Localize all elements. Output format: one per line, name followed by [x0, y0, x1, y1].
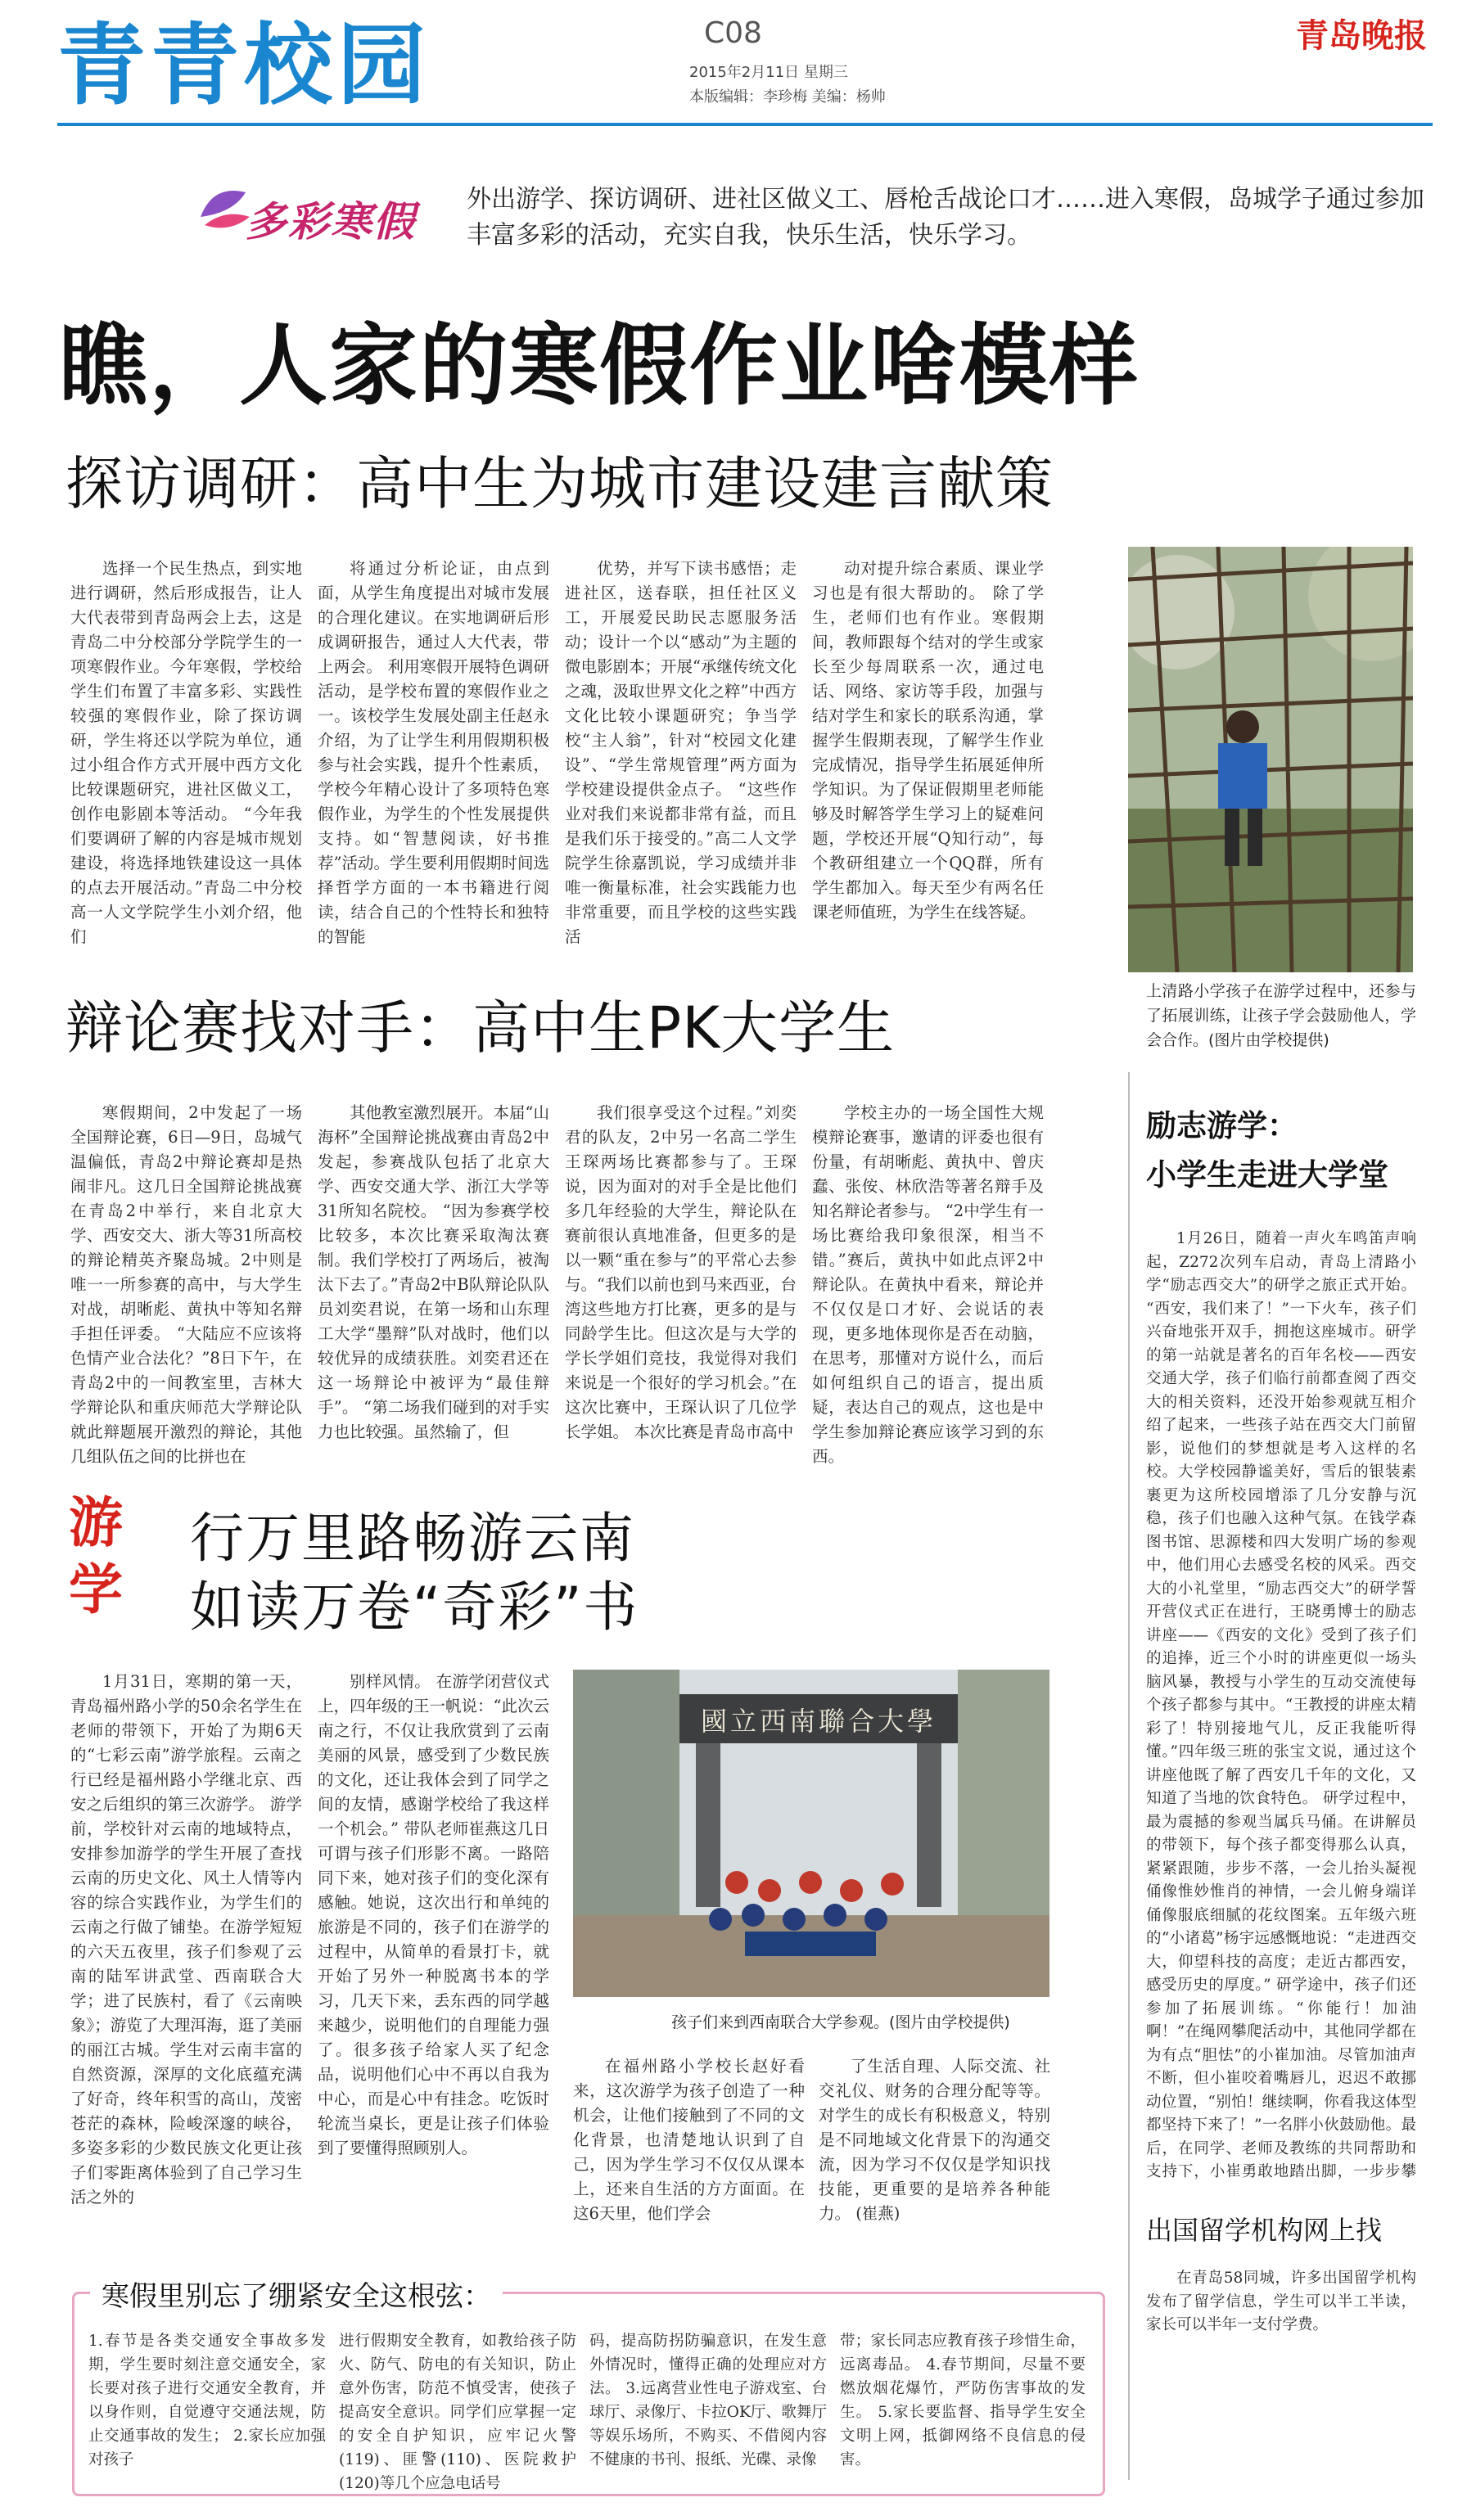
article3-text-2: 别样风情。 在游学闭营仪式上，四年级的王一帆说：“此次云南之行，不仅让我欣赏到了云南美丽的风景，感受到了少数民族的文化，还让我体会到了同学之间的友情，感谢学校给了我这样一个机会。” 带队老师崔燕这几日可谓与孩子们形影不离。一路陪同下来，她对孩子们的变化深有感触。她说，这次出行和单纯的旅游是不同的，孩子们在游学的过程中，从简单的看景打卡，就开始了另外一种脱离书本的学习，几天下来，丢东西的同学越来越少，说明他们的自理能力强了。很多孩子给家人买了纪念品，说明他们心中不再以自我为中心，而是心中有挂念。吃饭时轮流当桌长，更是让孩子们体验到了要懂得照顾别人。: [318, 1672, 549, 2157]
photo-southwest-caption: 孩子们来到西南联合大学参观。(图片由学校提供): [671, 2013, 1010, 2031]
safety-column-2: 进行假期安全教育，如教给孩子防火、防气、防电的有关知识，防止意外伤害，防范不慎受害，使孩子提高安全意识。同学们应掌握一定的安全自护知识，应牢记火警(119)、匪警(110)、医院救护(120)等几个应急电话号: [339, 2333, 576, 2492]
intro-text: 外出游学、探访调研、进社区做义工、唇枪舌战论口才……进入寒假，岛城学子通过参加丰富多彩的活动，充实自我，快乐生活，快乐学习。: [467, 185, 1424, 250]
date-line: 2015年2月11日 星期三: [689, 64, 848, 81]
article2-column-4: [812, 1101, 1044, 1469]
article1-column-4: [812, 557, 1044, 1048]
header-rule: [57, 123, 1433, 126]
sidebar-body-2: [1146, 2267, 1416, 2357]
article2-column-2: [318, 1101, 549, 1469]
article1-column-1: [70, 557, 302, 1048]
sidebar-text-2: 在青岛58同城，许多出国留学机构发布了留学信息，学生可以半工半读，家长可以半年一支付学费。: [1146, 2270, 1416, 2333]
safety-column-3: 码，提高防拐防骗意识，在发生意外情况时，懂得正确的处理应对方法。 3.远离营业性电子游戏室、台球厅、录像厅、卡拉OK厅、歌舞厅等娱乐场所，不购买、不借阅内容不健康的书刊、报纸、光碟、录像: [589, 2333, 827, 2468]
article3-text-1: 1月31日，寒期的第一天，青岛福州路小学的50余名学生在老师的带领下，开始了为期6天的“七彩云南”游学旅程。云南之行已经是福州路小学继北京、西安之后组织的第三次游学。 游学前，学校针对云南的地域特点，安排参加游学的学生开展了查找云南的历史文化、风土人情等内容的综合实践作业，为学生们的云南之行做了铺垫。在游学短短的六天五夜里，孩子们参观了云南的陆军讲武堂、西南联合大学；进了民族村，看了《云南映象》；游览了大理洱海，逛了美丽的丽江古城。学生对云南丰富的自然资源，深厚的文化底蕴充满了好奇，终年积雪的高山，茂密苍茫的森林，险峻深邃的峡谷，多姿多彩的少数民族文化更让孩子们零距离体验到了自己学习生活之外的: [70, 1672, 302, 2207]
travel-tag: 游学: [69, 1491, 123, 1621]
sidebar-body: [1146, 1228, 1416, 2185]
section-banner: [196, 176, 442, 250]
article1-column-2: [318, 557, 549, 1048]
article1-text-4: 动对提升综合素质、课业学习也是有很大帮助的。 除了学生，老师们也有作业。寒假期间，教师跟每个结对的学生或家长至少每周联系一次，通过电话、网络、家访等手段，加强与结对学生和家长的联系沟通，掌握学生假期表现，了解学生作业完成情况，指导学生拓展延伸所学知识。为了保证假期里老师能够及时解答学生学习上的疑难问题，学校还开展“Q知行动”，每个教研组建立一个QQ群，所有学生都加入。每天至少有两名任课老师值班，为学生在线答疑。: [812, 559, 1044, 922]
sidebar-text: 1月26日，随着一声火车鸣笛声响起，Z272次列车启动，青岛上清路小学“励志西交大”的研学之旅正式开始。 “西安，我们来了！”一下火车，孩子们兴奋地张开双手，拥抱这座城市。研学的第一站就是著名的百年名校——西安交通大学，孩子们临行前都查阅了西交大的相关资料，还没开始参观就互相介绍了起来，一些孩子站在西交大门前留影，说他们的梦想就是考入这样的名校。大学校园静谧美好，雪后的银装素裹更为这所校园增添了几分安静与沉稳，孩子们也融入这种气氛。在钱学森图书馆、思源楼和四大发明广场的参观中，他们用心去感受名校的风采。西交大的小礼堂里，“励志西交大”的研学誓开营仪式正在进行，王晓勇博士的励志讲座——《西安的文化》受到了孩子们的追捧，近三个小时的讲座更似一场头脑风暴，教授与小学生的互动交流使每个孩子都参与其中。“王教授的讲座太精彩了！特别接地气儿，反正我能听得懂。”四年级三班的张宝文说，通过这个讲座他既了解了西安几千年的文化，又知道了当地的饮食特色。 研学过程中，最为震撼的参观当属兵马俑。在讲解员的带领下，每个孩子都变得那么认真，紧紧跟随，步步不落，一会儿抬头凝视俑像惟妙惟肖的神情，一会儿俯身端详俑像服底细腻的花纹图案。五年级六班的“小诸葛”杨宇远感慨地说：“走进西交大，仰望科技的高度；走近古都西安，感受历史的厚度。” 研学途中，孩子们还参加了拓展训练。“你能行！加油啊！”在绳网攀爬活动中，其他同学都在为有点“胆怯”的小崔加油。尽管加油声不断，但小崔咬着嘴唇儿，迟迟不敢挪动位置，“别怕！继续啊，你看我这体型都坚持下来了！”一名胖小伙鼓励他。最后，在同学、老师及教练的共同帮助和支持下，小崔勇敢地踏出脚，一步步攀: [1146, 1230, 1416, 2180]
article2-text-4: 学校主办的一场全国性大规模辩论赛事，邀请的评委也很有份量，有胡晰彪、黄执中、曾庆蠢、张侒、林欣浩等著名辩手及知名辩论者参与。 “2中学生有一场比赛给我印象很深，相当不错。”赛后，黄执中如此点评2中辩论队。在黄执中看来，辩论并不仅仅是口才好、会说话的表现，更多地体现你是否在动脑，在思考，那懂对方说什么，而后如何组织自己的语言，提出质疑，表达自己的观点，这也是中学生参加辩论赛应该学习到的东西。: [812, 1103, 1044, 1466]
photo-rope-climbing: [1128, 547, 1413, 972]
article3-column-1: [70, 1670, 302, 2251]
safety-title: 寒假里别忘了绷紧安全这根弦：: [90, 2274, 503, 2314]
article1-text-3: 优势，并写下读书感悟；走进社区，送春联，担任社区义工，开展爱民助民志愿服务活动；设计一个以“感动”为主题的微电影剧本；开展“承继传统文化之魂，汲取世界文化之粹”中西方文化比较小课题研究；争当学校“主人翁”，针对“校园文化建设”、“学生常规管理”两方面为学校建设提供金点子。 “这些作业对我们来说都非常有益，而且是我们乐于接受的。”高二人文学院学生徐嘉凯说，学习成绩并非唯一衡量标准，社会实践能力也非常重要，而且学校的这些实践活: [565, 559, 797, 946]
masthead-title: 青青校园: [57, 15, 431, 117]
article2-headline: 辩论赛找对手：高中生PK大学生: [65, 994, 896, 1062]
travel-title-2: 如读万卷“奇彩”书: [190, 1576, 639, 1639]
article1-text-2: 将通过分析论证，由点到面，从学生角度提出对城市发展的合理化建议。在实地调研后形成调研报告，通过人大代表，带上两会。 利用寒假开展特色调研活动，是学校布置的寒假作业之一。该校学生发展处副主任赵永介绍，为了让学生利用假期积极参与社会实践，提升个性素质，学校今年精心设计了多项特色寒假作业，为学生的个性发展提供支持。如“智慧阅读，好书推荐”活动。学生要利用假期时间选择哲学方面的一本书籍进行阅读，结合自己的个性特长和独特的智能: [318, 559, 549, 946]
article3-column-4: [819, 2054, 1050, 2259]
photo-rope-caption: 上清路小学孩子在游学过程中，还参与了拓展训练，让孩子学会鼓励他人，学会合作。(图片由学校提供): [1146, 982, 1416, 1049]
article2-text-2: 其他教室激烈展开。本届“山海杯”全国辩论挑战赛由青岛2中发起，参赛战队包括了北京大学、西安交通大学、浙江大学等31所知名院校。 “因为参赛学校比较多，本次比赛采取淘汰赛制。我们学校打了两场后，被淘汰下去了。”青岛2中B队辩论队队员刘奕君说，在第一场和山东理工大学“墨辩”队对战时，他们以较优异的成绩获胜。刘奕君还在这一场辩论中被评为“最佳辩手”。 “第二场我们碰到的对手实力也比较强。虽然输了，但: [318, 1103, 549, 1441]
photo-gate-sign: 國立西南聯合大學: [700, 1706, 937, 1737]
sidebar-divider: [1128, 1072, 1130, 2480]
sidebar-headline-2: 小学生走进大学堂: [1146, 1157, 1388, 1192]
travel-title-1: 行万里路畅游云南: [190, 1507, 635, 1570]
safety-column-1: 1.春节是各类交通安全事故多发期，学生要时刻注意交通安全，家长要对孩子进行交通安全教育，并以身作则，自觉遵守交通法规，防止交通事故的发生； 2.家长应加强对孩子: [88, 2333, 326, 2468]
sidebar-headline-1: 励志游学：: [1146, 1108, 1298, 1143]
article3-text-4: 了生活自理、人际交流、社交礼仪、财务的合理分配等等。对学生的成长有积极意义，特别是不同地域文化背景下的沟通交流，因为学习不仅仅是学知识找技能，更重要的是培养各种能力。 (崔燕): [819, 2057, 1050, 2223]
editor-line: 本版编辑：李珍梅 美编：杨帅: [689, 88, 886, 106]
photo-rope-climbing-image: [1128, 547, 1413, 972]
article1-headline: 探访调研：高中生为城市建设建言献策: [65, 450, 1054, 517]
article2-text-1: 寒假期间，2中发起了一场全国辩论赛，6日—9日，岛城气温偏低，青岛2中辩论赛却是热闹非凡。这几日全国辩论挑战赛在青岛2中举行，来自北京大学、西安交大、浙大等31所高校的辩论精英齐聚岛城。2中则是唯一一所参赛的高中，与大学生对战，胡晰彪、黄执中等知名辩手担任评委。 “大陆应不应该将色情产业合法化？”8日下午，在青岛2中的一间教室里，吉林大学辩论队和重庆师范大学辩论队就此辩题展开激烈的辩论，其他几组队伍之间的比拼也在: [70, 1103, 302, 1466]
sidebar-headline-3: 出国留学机构网上找: [1146, 2215, 1383, 2246]
article3-column-2: [318, 1670, 549, 2251]
article1-text-1: 选择一个民生热点，到实地进行调研，然后形成报告，让人大代表带到青岛两会上去，这是青岛二中分校部分学院学生的一项寒假作业。今年寒假，学校给学生们布置了丰富多彩、实践性较强的寒假作业，除了探访调研，学生将还以学院为单位，通过小组合作方式开展中西方文化比较课题研究，进社区做义工，创作电影剧本等活动。 “今年我们要调研了解的内容是城市规划建设，将选择地铁建设这一具体的点去开展活动。”青岛二中分校高一人文学院学生小刘介绍，他们: [70, 559, 302, 946]
newspaper-brand-logo: 青岛晚报: [1296, 16, 1427, 55]
main-headline: 瞧，人家的寒假作业啥模样: [59, 315, 1140, 417]
article2-column-3: [565, 1101, 797, 1469]
article2-column-1: [70, 1101, 302, 1469]
article2-text-3: 我们很享受这个过程。”刘奕君的队友，2中另一名高二学生王琛两场比赛都参与了。王琛说，因为面对的对手全是比他们多几年经验的大学生，辩论队在赛前很认真地准备，但更多的是以一颗“重在参与”的平常心去参与。“我们以前也到马来西亚，台湾这些地方打比赛，更多的是与同龄学生比。但这次是与大学的学长学姐们竞技，我觉得对我们来说是一个很好的学习机会。”在这次比赛中，王琛认识了几位学长学姐。 本次比赛是青岛市高中: [565, 1103, 797, 1441]
article1-column-3: [565, 557, 797, 1048]
article3-text-3: 在福州路小学校长赵好看来，这次游学为孩子创造了一种机会，让他们接触到了不同的文化背景，也清楚地认识到了自己，因为学生学习不仅仅从课本上，还来自生活的方方面面。在这6天里，他们学会: [573, 2057, 805, 2223]
section-banner-label: 多彩寒假: [246, 198, 416, 246]
article3-column-3: [573, 2054, 805, 2259]
photo-southwest-university: [573, 1670, 1049, 1997]
page-number: C08: [704, 16, 762, 50]
safety-column-4: 带；家长同志应教育孩子珍惜生命，远离毒品。 4.春节期间，尽量不要燃放烟花爆竹，严防伤害事故的发生。 5.家长要监督、指导学生安全文明上网，抵御网络不良信息的侵害。: [840, 2333, 1086, 2468]
